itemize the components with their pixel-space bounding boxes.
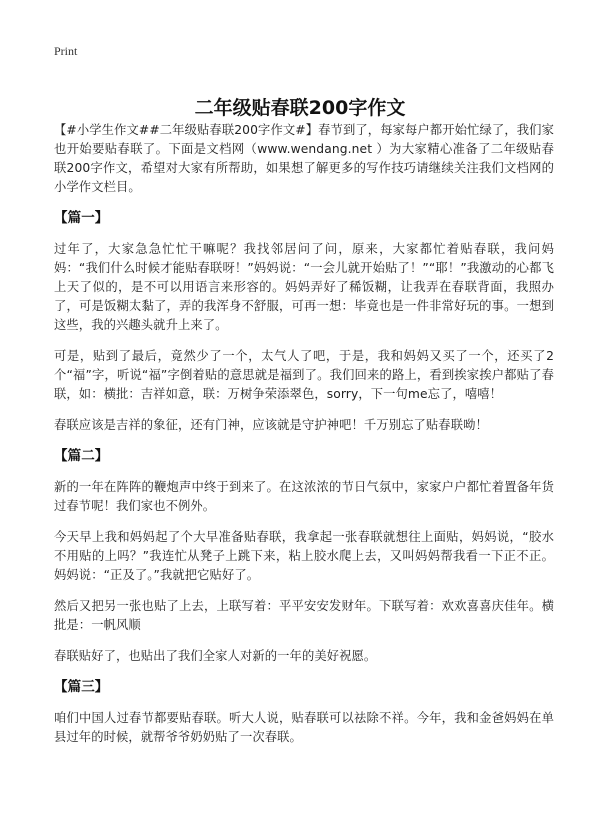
section-1-paragraph-3: 春联应该是吉祥的象征，还有门神，应该就是守护神吧！千万别忘了贴春联呦！ bbox=[54, 418, 488, 432]
section-1-paragraph-1: 过年了，大家急急忙忙干嘛呢？我找邻居问了问，原来，大家都忙着贴春联，我问妈妈：“我们什么时候才能贴春联呀！”妈妈说：“一会儿就开始贴了！”“耶！”我激动的心都飞上天了似的，是不可以用语言来形容的。妈妈弄好了稀饭糊，让我弄在春联背面，我照办了，可是饭糊太黏了，弄的我浑身不舒服，可再一想：毕竟也是一件非常好玩的事。一想到这些，我的兴趣头就升上来了。 bbox=[54, 242, 554, 332]
article-body bbox=[54, 121, 554, 759]
section-2-paragraph-3: 然后又把另一张也贴了上去，上联写着：平平安安发财年。下联写着：欢欢喜喜庆佳年。横批是：一帆风顺 bbox=[54, 599, 554, 632]
section-1-paragraph-2: 可是，贴到了最后，竟然少了一个，太气人了吧，于是，我和妈妈又买了一个，还买了2个“福”字，听说“福”字倒着贴的意思就是福到了。我们回来的路上，看到挨家挨户都贴了春联，如：横批：吉祥如意，联：万树争荣添翠色，sorry，下一句me忘了，嘻嘻！ bbox=[54, 349, 554, 401]
section-3-paragraph-1: 咱们中国人过春节都要贴春联。听大人说，贴春联可以祛除不祥。今年，我和金爸妈妈在单县过年的时候，就帮爷爷奶奶贴了一次春联。 bbox=[54, 711, 554, 744]
print-link[interactable]: Print bbox=[54, 44, 78, 58]
section-heading-1: 【篇一】 bbox=[54, 210, 109, 226]
section-heading-2: 【篇二】 bbox=[54, 448, 109, 464]
section-2-paragraph-4: 春联贴好了，也贴出了我们全家人对新的一年的美好祝愿。 bbox=[54, 649, 377, 663]
section-heading-3: 【篇三】 bbox=[54, 679, 109, 695]
section-2-paragraph-1: 新的一年在阵阵的鞭炮声中终于到来了。在这浓浓的节日气氛中，家家户户都忙着置备年货过春节呢！我们家也不例外。 bbox=[54, 480, 554, 513]
page-title: 二年级贴春联200字作文 bbox=[194, 96, 406, 119]
intro-paragraph: 【#小学生作文##二年级贴春联200字作文#】春节到了，每家每户都开始忙绿了，我们家也开始要贴春联了。下面是文档网（www.wendang.net ）为大家精心准备了二年级贴春联200字作文，希望对大家有所帮助，如果想了解更多的写作技巧请继续关注我们文档网的小学作文栏目。 bbox=[54, 123, 554, 194]
section-2-paragraph-2: 今天早上我和妈妈起了个大早准备贴春联，我拿起一张春联就想往上面贴，妈妈说，“胶水不用贴的上吗？”我连忙从凳子上跳下来，粘上胶水爬上去，又叫妈妈帮我看一下正不正。妈妈说：“正及了。”我就把它贴好了。 bbox=[54, 530, 554, 582]
